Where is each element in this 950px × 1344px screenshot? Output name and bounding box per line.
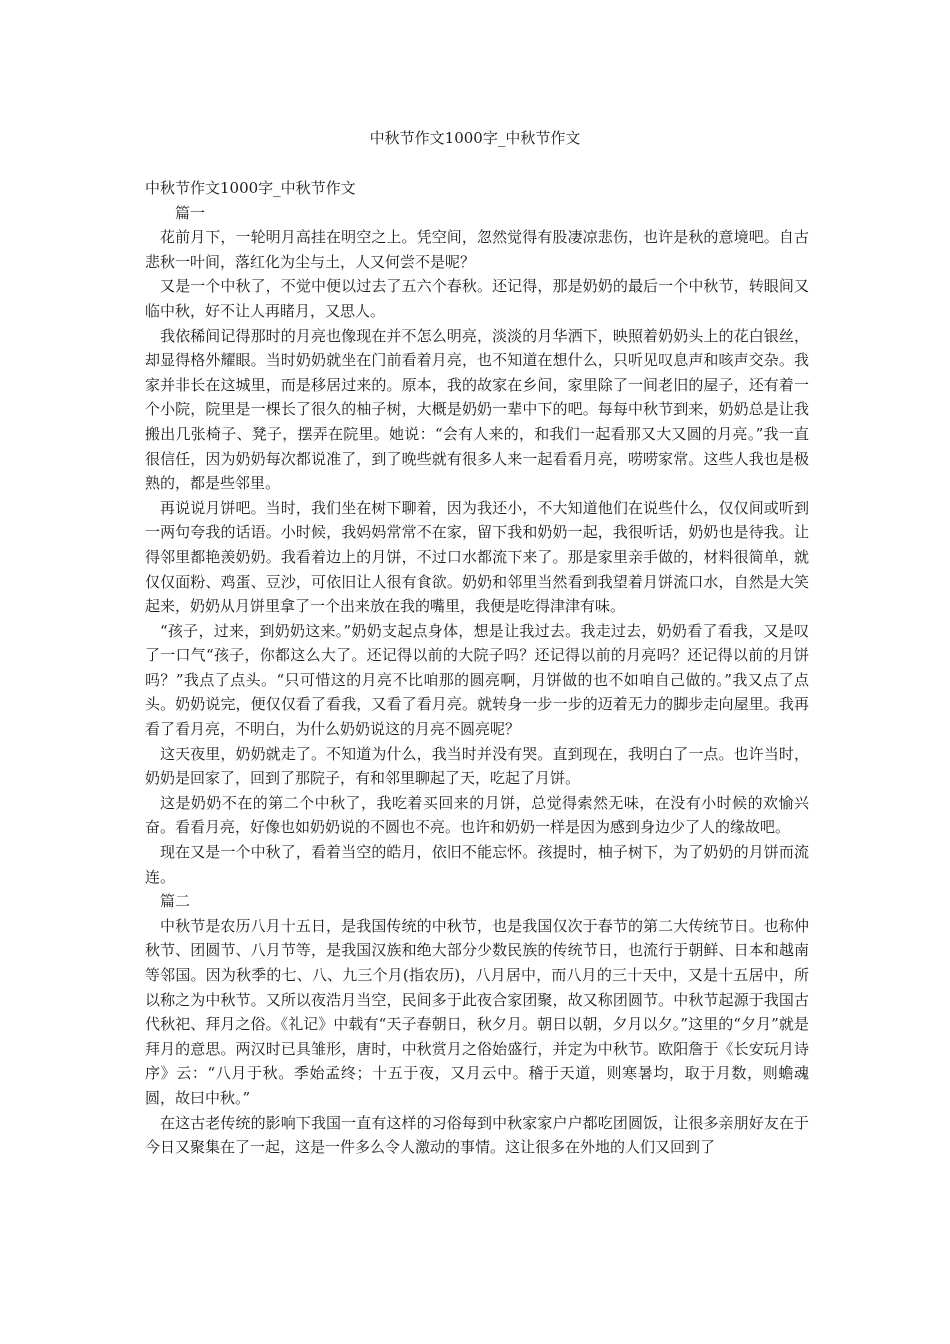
document-body [145,176,809,1160]
paragraph: “孩子，过来，到奶奶这来。”奶奶支起点身体，想是让我过去。我走过去，奶奶看了看我，又是叹了一口气“孩子，你都这么大了。还记得以前的大院子吗？还记得以前的月亮吗？还记得以前的月饼吗？”我点了点头。“只可惜这的月亮不比咱那的圆亮啊，月饼做的也不如咱自己做的。”我又点了点头。奶奶说完，便仅仅看了看我，又看了看月亮。就转身一步一步的迈着无力的脚步走向屋里。我再看了看月亮，不明白，为什么奶奶说这的月亮不圆亮呢？ [145,621,809,739]
paragraph: 现在又是一个中秋了，看着当空的皓月，依旧不能忘怀。孩提时，柚子树下，为了奶奶的月饼而流连。 [145,843,809,886]
document-subtitle: 中秋节作文1000字_中秋节作文 [145,179,356,197]
paragraph: 再说说月饼吧。当时，我们坐在树下聊着，因为我还小，不大知道他们在说些什么，仅仅间或听到一两句夸我的话语。小时候，我妈妈常常不在家，留下我和奶奶一起，我很听话，奶奶也是待我。让得邻里都艳羡奶奶。我看着边上的月饼，不过口水都流下来了。那是家里亲手做的，材料很简单，就仅仅面粉、鸡蛋、豆沙，可依旧让人很有食欲。奶奶和邻里当然看到我望着月饼流口水，自然是大笑起来，奶奶从月饼里拿了一个出来放在我的嘴里，我便是吃得津津有味。 [145,498,809,616]
section-label-1: 篇一 [175,203,206,222]
paragraph: 又是一个中秋了，不觉中便以过去了五六个春秋。还记得，那是奶奶的最后一个中秋节，转眼间又临中秋，好不让人再睹月，又思人。 [145,277,809,320]
paragraph: 这天夜里，奶奶就走了。不知道为什么，我当时并没有哭。直到现在，我明白了一点。也许当时，奶奶是回家了，回到了那院子，有和邻里聊起了天，吃起了月饼。 [145,744,809,788]
paragraph: 这是奶奶不在的第二个中秋了，我吃着买回来的月饼，总觉得索然无味，在没有小时候的欢愉兴奋。看看月亮，好像也如奶奶说的不圆也不亮。也许和奶奶一样是因为感到身边少了人的缘故吧。 [145,793,809,837]
document-title: 中秋节作文1000字_中秋节作文 [369,129,581,147]
section-label-2: 篇二 [160,892,191,911]
paragraph: 中秋节是农历八月十五日，是我国传统的中秋节，也是我国仅次于春节的第二大传统节日。也称仲秋节、团圆节、八月节等，是我国汉族和绝大部分少数民族的传统节日，也流行于朝鲜、日本和越南等邻国。因为秋季的七、八、九三个月(指农历)，八月居中，而八月的三十天中，又是十五居中，所以称之为中秋节。又所以夜浩月当空，民间多于此夜合家团聚，故又称团圆节。中秋节起源于我国古代秋祀、拜月之俗。《礼记》中载有“天子春朝日，秋夕月。朝日以朝，夕月以夕。”这里的“夕月”就是拜月的意思。两汉时已具雏形，唐时，中秋赏月之俗始盛行，并定为中秋节。欧阳詹于《长安玩月诗序》云：“八月于秋。季始孟终；十五于夜，又月云中。稽于天道，则寒暑均，取于月数，则蟾魂圆，故曰中秋。” [145,916,809,1107]
paragraph: 我依稀间记得那时的月亮也像现在并不怎么明亮，淡淡的月华洒下，映照着奶奶头上的花白银丝，却显得格外耀眼。当时奶奶就坐在门前看着月亮，也不知道在想什么，只听见叹息声和咳声交杂。我家并非长在这城里，而是移居过来的。原本，我的故家在乡间，家里除了一间老旧的屋子，还有着一个小院，院里是一棵长了很久的柚子树，大概是奶奶一辈中下的吧。每每中秋节到来，奶奶总是让我搬出几张椅子、凳子，摆弄在院里。她说：“会有人来的，和我们一起看那又大又圆的月亮。”我一直很信任，因为奶奶每次都说准了，到了晚些就有很多人来一起看看月亮，唠唠家常。这些人我也是极熟的，都是些邻里。 [145,326,809,493]
paragraph: 花前月下，一轮明月高挂在明空之上。凭空间，忽然觉得有股凄凉悲伤，也许是秋的意境吧。自古悲秋一叶间，落红化为尘与土，人又何尝不是呢？ [145,228,809,271]
paragraph: 在这古老传统的影响下我国一直有这样的习俗每到中秋家家户户都吃团圆饭，让很多亲朋好友在于今日又聚集在了一起，这是一件多么令人激动的事情。这让很多在外地的人们又回到了 [145,1113,809,1157]
